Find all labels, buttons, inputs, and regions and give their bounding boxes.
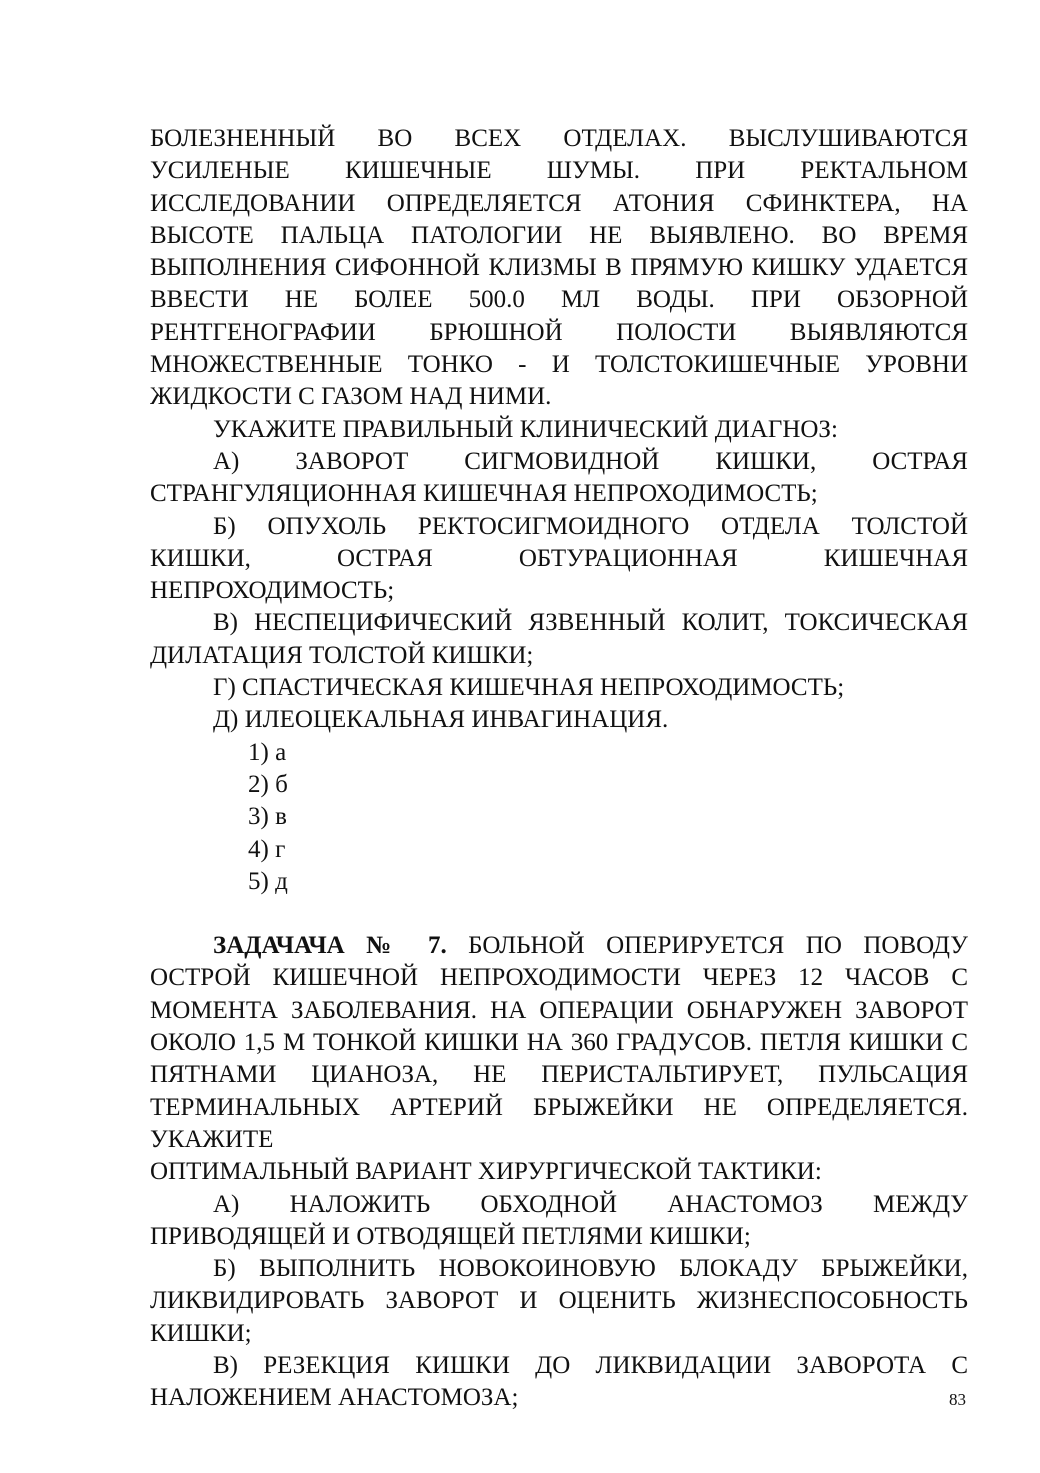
answer-3: 3) в	[248, 803, 287, 831]
option-a: А) ЗАВОРОТ СИГМОВИДНОЙ КИШКИ, ОСТРАЯ СТРАНГУЛЯЦИОННАЯ КИШЕЧНАЯ НЕПРОХОДИМОСТЬ;	[150, 447, 968, 508]
answer-1: 1) а	[248, 738, 287, 766]
answer-5: 5) д	[248, 867, 288, 895]
case-description: БОЛЕЗНЕННЫЙ ВО ВСЕХ ОТДЕЛАХ. ВЫСЛУШИВАЮТСЯ УСИЛЕНЫЕ КИШЕЧНЫЕ ШУМЫ. ПРИ РЕКТАЛЬНОМ ИССЛЕДОВАНИИ ОПРЕДЕЛЯЕТСЯ АТОНИЯ СФИНКТЕРА, НА ВЫСОТЕ ПАЛЬЦА ПАТОЛОГИИ НЕ ВЫЯВЛЕНО. ВО ВРЕМЯ ВЫПОЛНЕНИЯ СИФОННОЙ КЛИЗМЫ В ПРЯМУЮ КИШКУ УДАЕТСЯ ВВЕСТИ НЕ БОЛЕЕ 500.0 МЛ ВОДЫ. ПРИ ОБЗОРНОЙ РЕНТГЕНОГРАФИИ БРЮШНОЙ ПОЛОСТИ ВЫЯВЛЯЮТСЯ МНОЖЕСТВЕННЫЕ ТОНКО - И ТОЛСТОКИШЕЧНЫЕ УРОВНИ ЖИДКОСТИ С ГАЗОМ НАД НИМИ.	[150, 125, 968, 411]
answer-4: 4) г	[248, 835, 286, 863]
page-content	[150, 123, 968, 1415]
section-gap	[150, 898, 968, 930]
option-b: Б) ОПУХОЛЬ РЕКТОСИГМОИДНОГО ОТДЕЛА ТОЛСТОЙ КИШКИ, ОСТРАЯ ОБТУРАЦИОННАЯ КИШЕЧНАЯ НЕПРОХОДИМОСТЬ;	[150, 512, 968, 605]
task-7-option-a: А) НАЛОЖИТЬ ОБХОДНОЙ АНАСТОМОЗ МЕЖДУ ПРИВОДЯЩЕЙ И ОТВОДЯЩЕЙ ПЕТЛЯМИ КИШКИ;	[150, 1190, 968, 1250]
option-d: Г) СПАСТИЧЕСКАЯ КИШЕЧНАЯ НЕПРОХОДИМОСТЬ;	[213, 674, 845, 702]
task-7-text: БОЛЬНОЙ ОПЕРИРУЕТСЯ ПО ПОВОДУ ОСТРОЙ КИШЕЧНОЙ НЕПРОХОДИМОСТИ ЧЕРЕЗ 12 ЧАСОВ С МОМЕНТА ЗАБОЛЕВАНИЯ. НА ОПЕРАЦИИ ОБНАРУЖЕН ЗАВОРОТ ОКОЛО 1,5 М ТОНКОЙ КИШКИ НА 360 ГРАДУСОВ. ПЕТЛЯ КИШКИ С ПЯТНАМИ ЦИАНОЗА, НЕ ПЕРИСТАЛЬТИРУЕТ, ПУЛЬСАЦИЯ ТЕРМИНАЛЬНЫХ АРТЕРИЙ БРЫЖЕЙКИ НЕ ОПРЕДЕЛЯЕТСЯ. УКАЖИТЕ	[150, 932, 968, 1153]
option-e: Д) ИЛЕОЦЕКАЛЬНАЯ ИНВАГИНАЦИЯ.	[213, 706, 669, 734]
option-c: В) НЕСПЕЦИФИЧЕСКИЙ ЯЗВЕННЫЙ КОЛИТ, ТОКСИЧЕСКАЯ ДИЛАТАЦИЯ ТОЛСТОЙ КИШКИ;	[150, 609, 968, 669]
answer-2: 2) б	[248, 770, 288, 798]
task-7-option-b: Б) ВЫПОЛНИТЬ НОВОКОИНОВУЮ БЛОКАДУ БРЫЖЕЙКИ, ЛИКВИДИРОВАТЬ ЗАВОРОТ И ОЦЕНИТЬ ЖИЗНЕСПОСОБНОСТЬ КИШКИ;	[150, 1255, 968, 1347]
task-7-prompt: ОПТИМАЛЬНЫЙ ВАРИАНТ ХИРУРГИЧЕСКОЙ ТАКТИКИ:	[150, 1158, 822, 1186]
question-prompt: УКАЖИТЕ ПРАВИЛЬНЫЙ КЛИНИЧЕСКИЙ ДИАГНОЗ:	[213, 415, 838, 443]
task-7-paragraph	[150, 930, 968, 1156]
task-7-option-c: В) РЕЗЕКЦИЯ КИШКИ ДО ЛИКВИДАЦИИ ЗАВОРОТА С НАЛОЖЕНИЕМ АНАСТОМОЗА;	[150, 1351, 968, 1412]
page-number: 83	[949, 1390, 966, 1409]
task-7-label: ЗАДАЧАЧА № 7.	[213, 932, 447, 960]
